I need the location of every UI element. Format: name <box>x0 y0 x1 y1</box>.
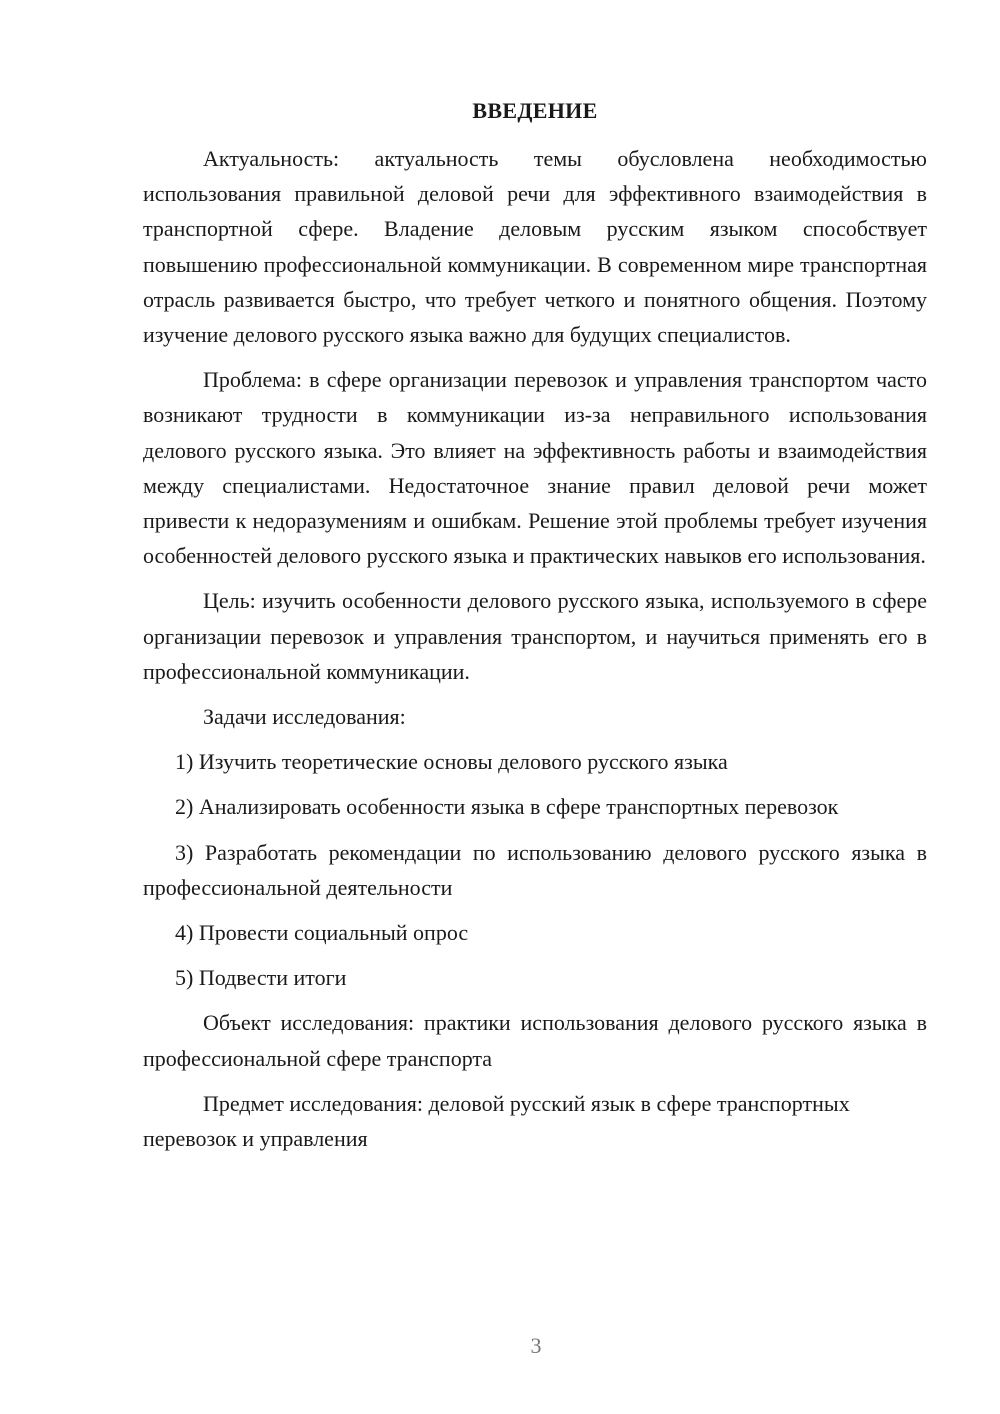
paragraph-problem: Проблема: в сфере организации перевозок и управления транспортом часто возникают трудности в коммуникации из-за неправильного использования делового русского языка. Это влияет на эффективность работы и взаимодействия между специалистами. Недостаточное знание правил деловой речи может привести к недоразумениям и ошибкам. Решение этой проблемы требует изучения особенностей делового русского языка и практических навыков его использования. <box>143 367 927 569</box>
page-content <box>143 96 927 1166</box>
page-number: 3 <box>530 1333 542 1358</box>
paragraph-relevance: Актуальность: актуальность темы обусловлена необходимостью использования правильной деловой речи для эффективного взаимодействия в транспортной сфере. Владение деловым русским языком способствует повышению профессиональной коммуникации. В современном мире транспортная отрасль развивается быстро, что требует четкого и понятного общения. Поэтому изучение делового русского языка важно для будущих специалистов. <box>143 146 927 348</box>
task-item-2: 2) Анализировать особенности языка в сфере транспортных перевозок <box>175 794 839 820</box>
task-item-1: 1) Изучить теоретические основы делового русского языка <box>175 749 728 775</box>
paragraph-tasks-heading: Задачи исследования: <box>203 704 406 730</box>
paragraph-subject: Предмет исследования: деловой русский язык в сфере транспортных перевозок и управления <box>143 1090 850 1152</box>
paragraph-object: Объект исследования: практики использования делового русского языка в профессиональной сфере транспорта <box>143 1010 927 1071</box>
task-item-4: 4) Провести социальный опрос <box>175 920 469 946</box>
task-item-3: 3) Разработать рекомендации по использованию делового русского языка в профессиональной деятельности <box>143 839 927 900</box>
task-item-5: 5) Подвести итоги <box>175 965 347 991</box>
page-title: ВВЕДЕНИЕ <box>472 98 598 123</box>
paragraph-goal: Цель: изучить особенности делового русского языка, используемого в сфере организации перевозок и управления транспортом, и научиться применять его в профессиональной коммуникации. <box>143 588 927 684</box>
